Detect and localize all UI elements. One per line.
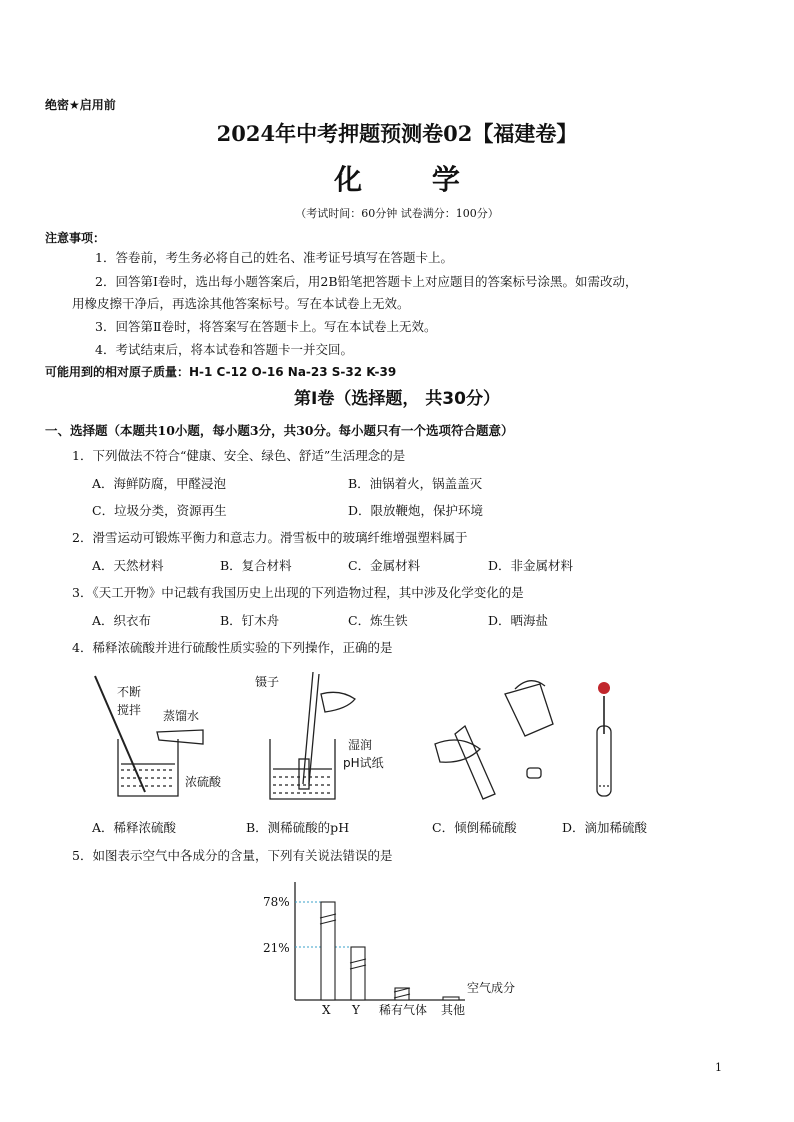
bar-1 bbox=[351, 947, 365, 1000]
option-b: B．钉木舟 bbox=[220, 613, 280, 628]
note-item: 4．考试结束后，将本试卷和答题卡一并交回。 bbox=[95, 342, 353, 357]
note-item: 3．回答第Ⅱ卷时，将答案写在答题卡上。写在本试卷上无效。 bbox=[95, 319, 437, 334]
note-item: 用橡皮擦干净后，再选涂其他答案标号。写在本试卷上无效。 bbox=[72, 296, 410, 311]
option-a: A．织衣布 bbox=[92, 613, 152, 628]
option-d: D．限放鞭炮，保护环境 bbox=[348, 503, 484, 518]
exam-info: （考试时间：60分钟 试卷满分：100分） bbox=[295, 207, 499, 220]
part-heading: 一、选择题（本题共10小题，每小题3分，共30分。每小题只有一个选项符合题意） bbox=[45, 423, 514, 438]
label-tweezer: 镊子 bbox=[255, 675, 280, 689]
x-axis-label: 空气成分 bbox=[467, 981, 516, 995]
tweezers-icon bbox=[303, 672, 319, 784]
option-b: B．油锅着火，锅盖盖灭 bbox=[348, 476, 483, 491]
notes-heading: 注意事项： bbox=[45, 231, 106, 245]
option-a: A．海鲜防腐，甲醛浸泡 bbox=[92, 476, 227, 491]
beaker-icon bbox=[118, 739, 178, 796]
page-number: 1 bbox=[715, 1061, 722, 1074]
subject-title: 化 学 bbox=[334, 163, 490, 196]
tick-label: 21% bbox=[263, 941, 290, 955]
atomic-masses: 可能用到的相对原子质量：H-1 C-12 O-16 Na-23 S-32 K-39 bbox=[45, 365, 397, 379]
note-item: 1．答卷前，考生务必将自己的姓名、准考证号填写在答题卡上。 bbox=[95, 250, 453, 265]
confidential-label: 绝密★启用前 bbox=[45, 98, 116, 112]
option-c: C．金属材料 bbox=[348, 558, 421, 573]
option-d: D．晒海盐 bbox=[488, 613, 549, 628]
label-stir: 不断 bbox=[117, 685, 142, 699]
bottle-icon bbox=[505, 684, 553, 736]
option-b: B．测稀硫酸的pH bbox=[246, 820, 350, 835]
question-5: 5．如图表示空气中各成分的含量，下列有关说法错误的是 bbox=[72, 848, 393, 863]
label-ph-paper: pH试纸 bbox=[343, 756, 384, 770]
test-tube-icon bbox=[455, 726, 495, 799]
note-item: 2．回答第Ⅰ卷时，选出每小题答案后，用2B铅笔把答题卡上对应题目的答案标号涂黑。如需改动， bbox=[95, 274, 638, 289]
question-3: 3．《天工开物》中记载有我国历史上出现的下列造物过程，其中涉及化学变化的是 bbox=[72, 585, 524, 600]
label-acid: 浓硫酸 bbox=[185, 775, 222, 789]
category-label: 其他 bbox=[441, 1003, 466, 1017]
category-label: Y bbox=[352, 1003, 360, 1017]
bar-3 bbox=[443, 997, 459, 1000]
stopper-icon bbox=[527, 768, 541, 778]
question-4: 4．稀释浓硫酸并进行硫酸性质实验的下列操作，正确的是 bbox=[72, 640, 393, 655]
bar-0 bbox=[321, 902, 335, 1000]
question-2: 2．滑雪运动可锻炼平衡力和意志力。滑雪板中的玻璃纤维增强塑料属于 bbox=[72, 530, 468, 545]
lab-operations-figure bbox=[85, 664, 645, 814]
option-c: C．倾倒稀硫酸 bbox=[432, 820, 517, 835]
dropper-bulb-icon bbox=[598, 682, 610, 694]
option-b: B．复合材料 bbox=[220, 558, 292, 573]
category-label: X bbox=[322, 1003, 331, 1017]
option-d: D．非金属材料 bbox=[488, 558, 574, 573]
graduated-cylinder-icon bbox=[157, 730, 203, 744]
option-a: A．稀释浓硫酸 bbox=[92, 820, 177, 835]
option-d: D．滴加稀硫酸 bbox=[562, 820, 648, 835]
option-c: C．垃圾分类，资源再生 bbox=[92, 503, 227, 518]
option-c: C．炼生铁 bbox=[348, 613, 408, 628]
tick-label: 78% bbox=[263, 895, 290, 909]
option-a: A．天然材料 bbox=[92, 558, 164, 573]
category-label: 稀有气体 bbox=[379, 1003, 428, 1017]
label-wet: 湿润 bbox=[348, 738, 373, 752]
label-stir2: 搅拌 bbox=[117, 703, 142, 717]
question-1: 1．下列做法不符合“健康、安全、绿色、舒适”生活理念的是 bbox=[72, 448, 406, 463]
exam-title: 2024年中考押题预测卷02【福建卷】 bbox=[216, 121, 578, 146]
air-composition-chart bbox=[255, 880, 555, 1020]
label-water: 蒸馏水 bbox=[163, 709, 200, 723]
section-title: 第Ⅰ卷（选择题， 共30分） bbox=[294, 389, 500, 409]
